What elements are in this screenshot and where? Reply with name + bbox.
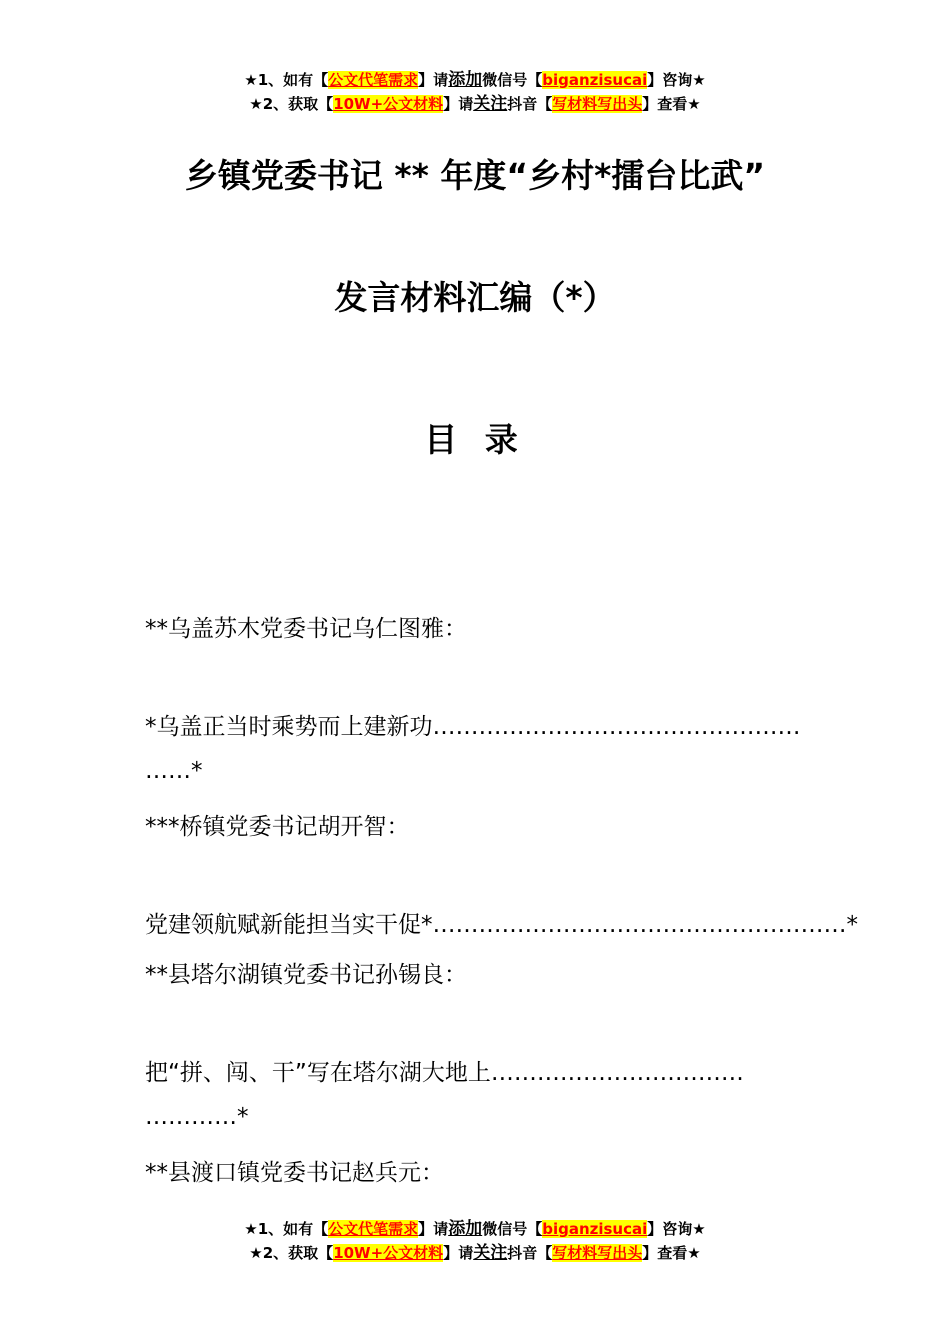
toc-entry-1[interactable]: *乌盖正当时乘势而上建新功…………………………………………: [145, 714, 801, 740]
banner-text: 】咨询★: [647, 71, 706, 89]
banner-underline: 关注: [473, 1243, 508, 1263]
banner-line-1: [0, 68, 950, 92]
banner-highlight-wechat[interactable]: biganzisucai: [542, 71, 648, 89]
toc-author-4[interactable]: **县渡口镇党委书记赵兵元：: [145, 1160, 444, 1186]
top-banner: [0, 68, 950, 116]
toc-author-3[interactable]: **县塔尔湖镇党委书记孙锡良：: [145, 962, 467, 988]
toc-heading: 目 录: [424, 420, 526, 459]
banner-text: ★1、如有【: [244, 1220, 329, 1238]
banner-text: 】请: [418, 71, 449, 89]
banner-text: 微信号【: [482, 1220, 543, 1238]
banner-highlight: 10W+公文材料: [333, 95, 444, 113]
banner-text: 】请: [443, 95, 474, 113]
banner-highlight-wechat[interactable]: biganzisucai: [542, 1220, 648, 1238]
banner-text: ★2、获取【: [249, 95, 334, 113]
document-title-line-2: 发言材料汇编（*）: [334, 278, 616, 317]
banner-underline: 添加: [448, 70, 483, 90]
toc-entry-1-page[interactable]: ……*: [145, 758, 203, 784]
banner-text: ★2、获取【: [249, 1244, 334, 1262]
banner-text: 抖音【: [507, 1244, 553, 1262]
bottom-banner: [0, 1217, 950, 1265]
banner-highlight: 公文代笔需求: [328, 71, 419, 89]
document-title-line-1: 乡镇党委书记 ** 年度“乡村*擂台比武”: [184, 156, 766, 195]
toc-author-1[interactable]: **乌盖苏木党委书记乌仁图雅：: [145, 616, 467, 642]
toc-entry-2[interactable]: 党建领航赋新能担当实干促*………………………………………………*: [145, 912, 858, 938]
banner-underline: 添加: [448, 1219, 483, 1239]
banner-highlight: 10W+公文材料: [333, 1244, 444, 1262]
toc-entry-3-page[interactable]: …………*: [145, 1104, 249, 1130]
banner-highlight-douyin[interactable]: 写材料写出头: [552, 95, 643, 113]
banner-line-2: [0, 1241, 950, 1265]
toc-author-2[interactable]: ***桥镇党委书记胡开智：: [145, 814, 410, 840]
banner-text: 】咨询★: [647, 1220, 706, 1238]
banner-highlight: 公文代笔需求: [328, 1220, 419, 1238]
banner-text: ★1、如有【: [244, 71, 329, 89]
banner-line-1: [0, 1217, 950, 1241]
banner-line-2: [0, 92, 950, 116]
banner-text: 抖音【: [507, 95, 553, 113]
banner-text: 微信号【: [482, 71, 543, 89]
banner-highlight-douyin[interactable]: 写材料写出头: [552, 1244, 643, 1262]
banner-text: 】查看★: [642, 95, 701, 113]
toc-entry-3[interactable]: 把“拼、闯、干”写在塔尔湖大地上……………………………: [145, 1060, 744, 1086]
banner-text: 】请: [443, 1244, 474, 1262]
banner-underline: 关注: [473, 94, 508, 114]
banner-text: 】请: [418, 1220, 449, 1238]
banner-text: 】查看★: [642, 1244, 701, 1262]
